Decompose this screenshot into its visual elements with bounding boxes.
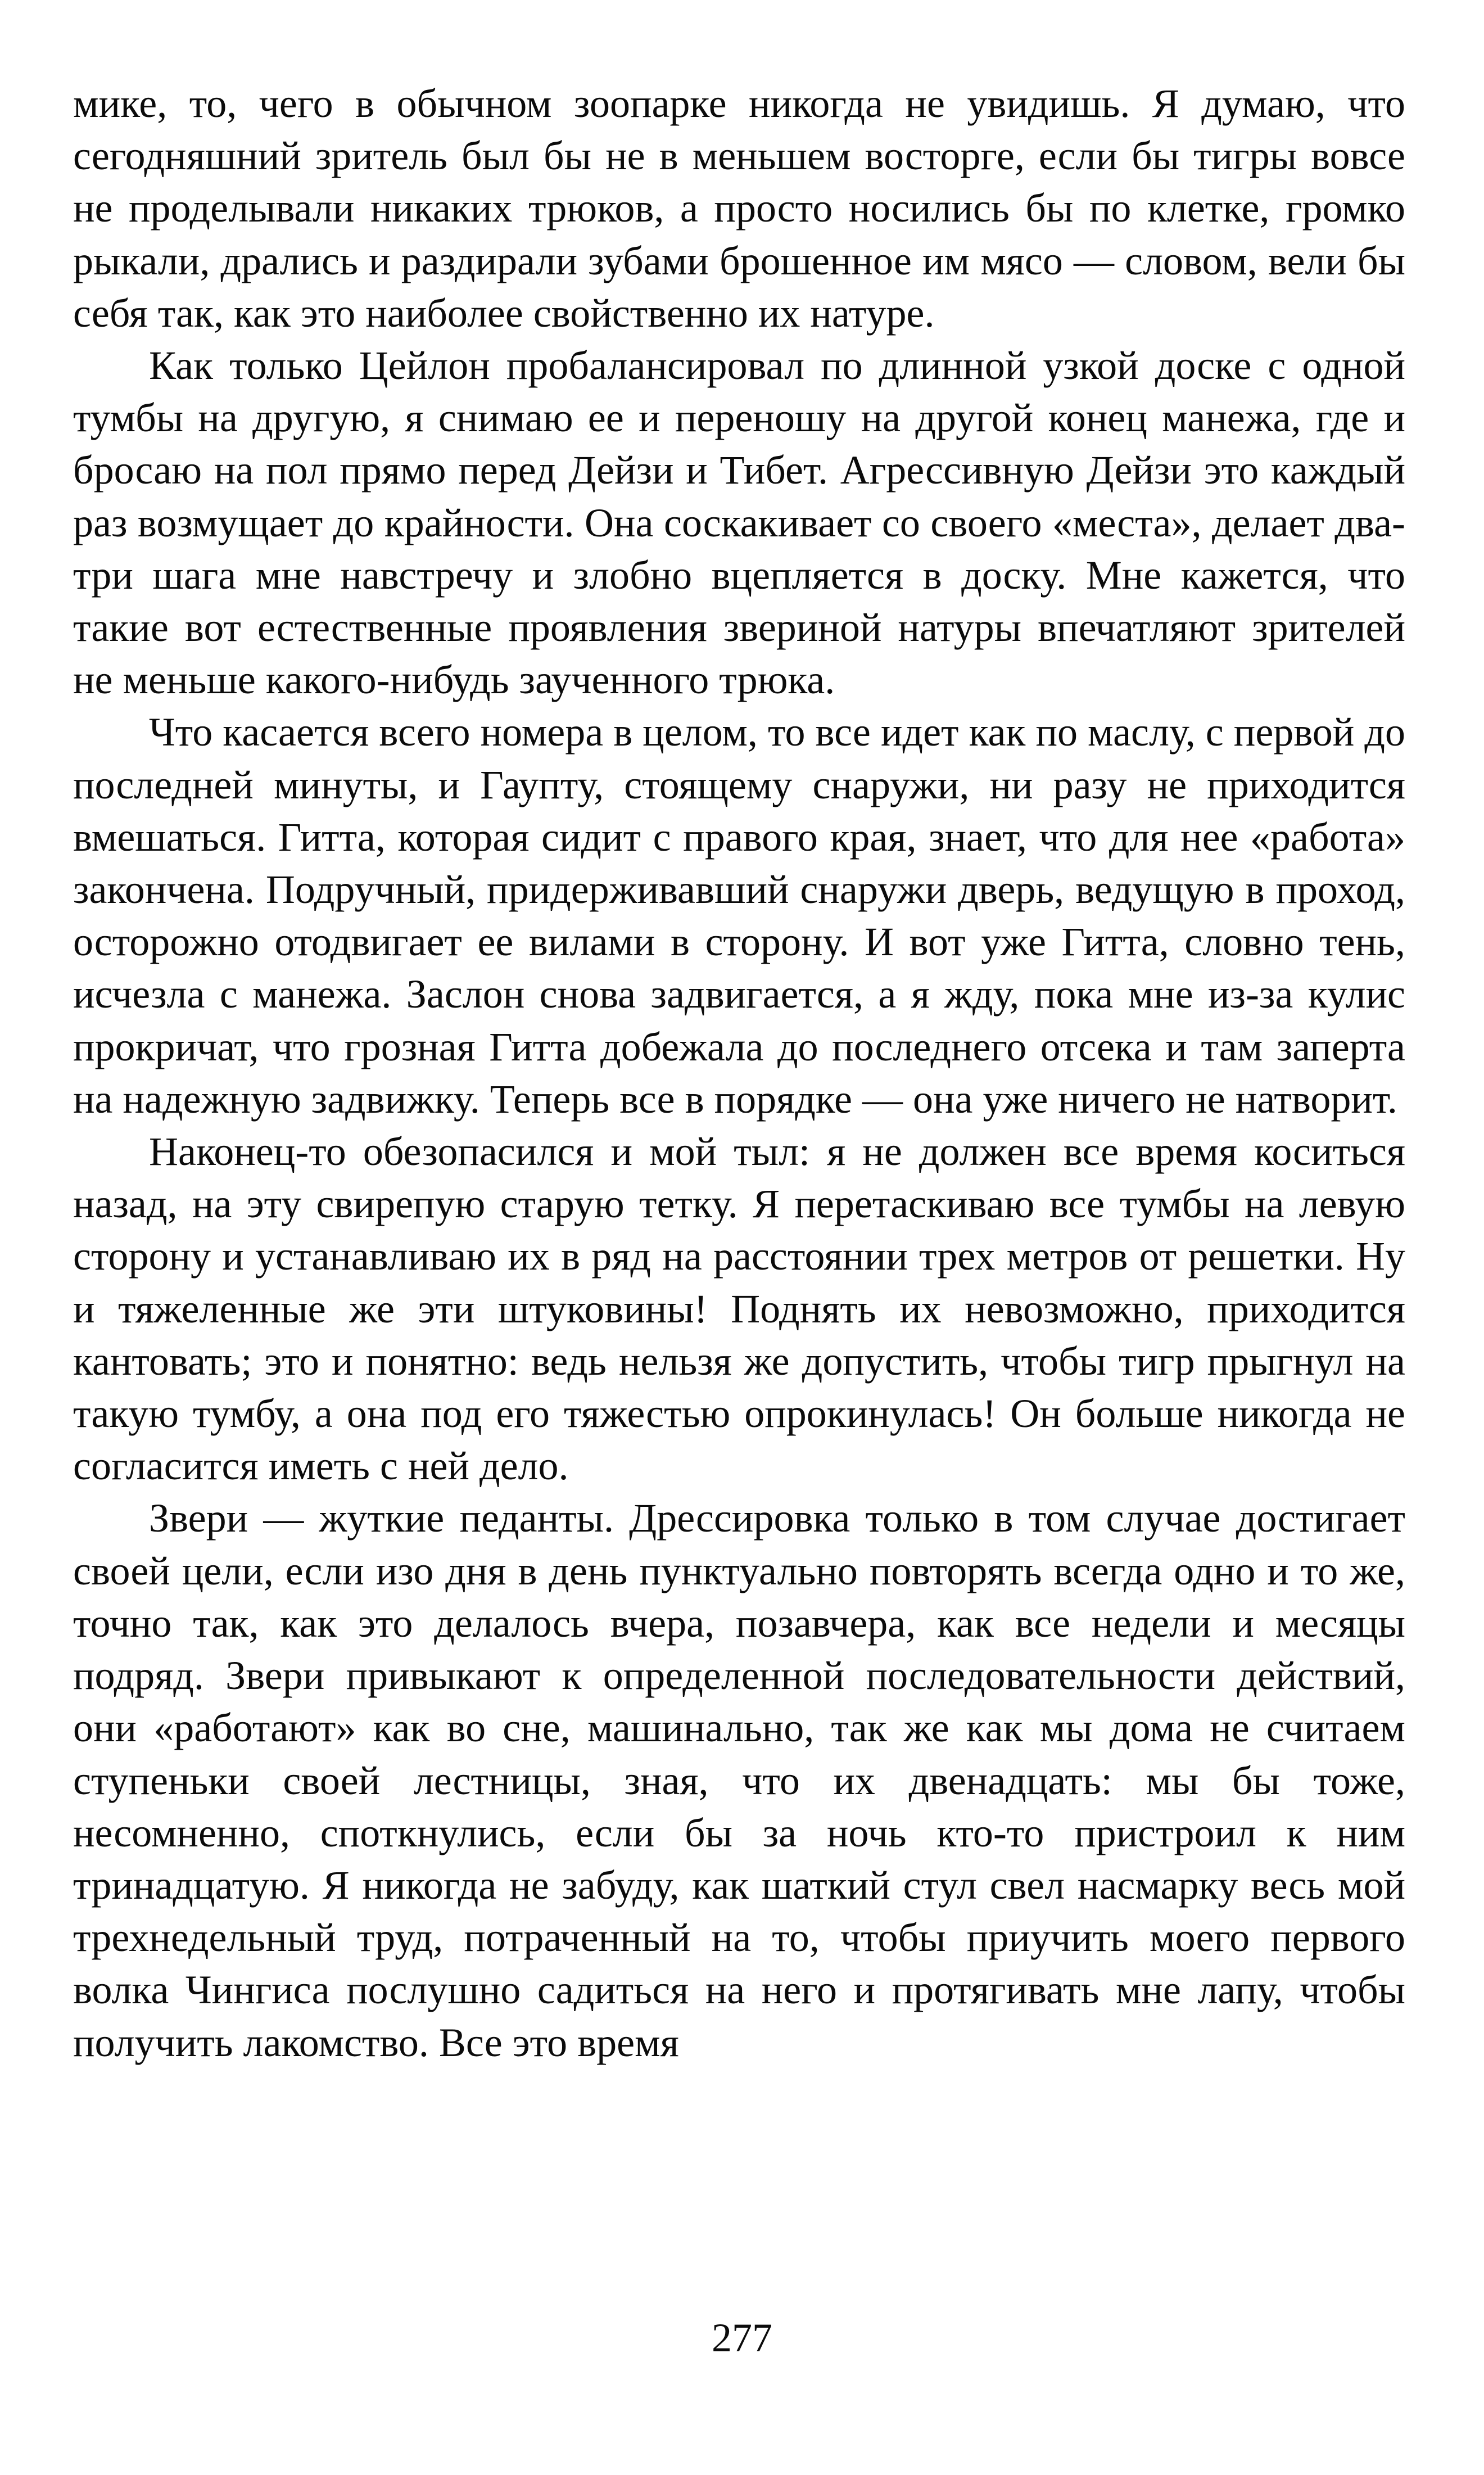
paragraph-pedants: Звери — жуткие педанты. Дрессировка только в том случае достигает своей цели, если изо дня в день пунктуально повторять всегда одно и то же, точно так, как это делалось вчера, позавчера, как все недели и месяцы подряд. Звери привыкают к определенной последовательности действий, они «работают» как во сне, машинально, так же как мы дома не считаем ступеньки своей лестницы, зная, что их двенадцать: мы бы тоже, несомненно, споткнулись, если бы за ночь кто-то пристроил к ним тринадцатую. Я никогда не забуду, как шаткий стул свел насмарку весь мой трехнедельный труд, потраченный на то, чтобы приучить моего первого волка Чингиса послушно садиться на него и протягивать мне лапу, чтобы получить лакомство. Все это время: [73, 1496, 1405, 2065]
page-number: 277: [712, 2315, 772, 2360]
paragraph-continuation: мике, то, чего в обычном зоопарке никогда не увидишь. Я думаю, что сегодняшний зритель был бы не в меньшем восторге, если бы тигры вовсе не проделывали никаких трюков, а просто носились бы по клетке, громко рыкали, дрались и раздирали зубами брошенное им мясо — словом, вели бы себя так, как это наиболее свойственно их натуре.: [73, 81, 1405, 336]
paragraph-ceylon: Как только Цейлон пробалансировал по длинной узкой доске с одной тумбы на другую, я снимаю ее и переношу на другой конец манежа, где и бросаю на пол прямо перед Дейзи и Тибет. Агрессивную Дейзи это каждый раз возмущает до крайности. Она соскакивает со своего «места», делает два-три шага мне навстречу и злобно вцепляется в доску. Мне кажется, что такие вот естественные проявления звериной натуры впечатляют зрителей не меньше какого-нибудь заученного трюка.: [73, 343, 1405, 703]
paragraph-pedestals: Наконец-то обезопасился и мой тыл: я не должен все время коситься назад, на эту свирепую старую тетку. Я перетаскиваю все тумбы на левую сторону и устанавливаю их в ряд на расстоянии трех метров от решетки. Ну и тяжеленные же эти штуковины! Поднять их невозможно, приходится кантовать; это и понятно: ведь нельзя же допустить, чтобы тигр прыгнул на такую тумбу, а она под его тяжестью опрокинулась! Он больше никогда не согласится иметь с ней дело.: [73, 1129, 1405, 1489]
paragraph-gitta: Что касается всего номера в целом, то все идет как по маслу, с первой до последней минуты, и Гаупту, стоящему снаружи, ни разу не приходится вмешаться. Гитта, которая сидит с правого края, знает, что для нее «работа» закончена. Подручный, придерживавший снаружи дверь, ведущую в проход, осторожно отодвигает ее вилами в сторону. И вот уже Гитта, словно тень, исчезла с манежа. Заслон снова задвигается, а я жду, пока мне из-за кулис прокричат, что грозная Гитта добежала до последнего отсека и там заперта на надежную задвижку. Теперь все в порядке — она уже ничего не натворит.: [73, 710, 1405, 1122]
body-text: [73, 78, 1405, 2069]
